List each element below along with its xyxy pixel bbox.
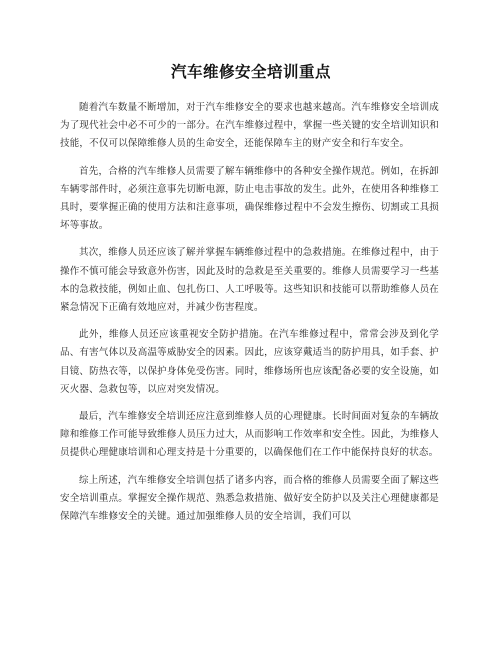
document-body bbox=[60, 99, 439, 535]
paragraph-protection: 此外，维修人员还应该重视安全防护措施。在汽车维修过程中，常常会涉及到化学品、有害气体以及高温等威胁安全的因素。因此，应该穿戴适当的防护用具，如手套、护目镜、防热衣等，以保护身体免受伤害。同时，维修场所也应该配备必要的安全设施，如灭火器、急救包等，以应对突发情况。 bbox=[60, 329, 439, 395]
document-title: 汽车维修安全培训重点 bbox=[170, 63, 331, 81]
paragraph-mental-health: 最后，汽车维修安全培训还应注意到维修人员的心理健康。长时间面对复杂的车辆故障和维修工作可能导致维修人员压力过大，从而影响工作效率和安全性。因此，为维修人员提供心理健康培训和心理支持是十分重要的，以确保他们在工作中能保持良好的状态。 bbox=[60, 411, 439, 459]
paragraph-first-aid: 其次，维修人员还应该了解并掌握车辆维修过程中的急救措施。在维修过程中，由于操作不慎可能会导致意外伤害，因此及时的急救是至关重要的。维修人员需要学习一些基本的急救技能，例如止血、包扎伤口、人工呼吸等。这些知识和技能可以帮助维修人员在紧急情况下正确有效地应对，并减少伤害程度。 bbox=[60, 247, 439, 314]
paragraph-safety-rules: 首先，合格的汽车维修人员需要了解车辆维修中的各种安全操作规范。例如，在拆卸车辆零部件时，必须注意事先切断电源，防止电击事故的发生。此外，在使用各种维修工具时，要掌握正确的使用方法和注意事项，确保维修过程中不会发生擦伤、切割或工具损坏等事故。 bbox=[60, 165, 439, 232]
paragraph-summary: 综上所述，汽车维修安全培训包括了诸多内容，而合格的维修人员需要全面了解这些安全培训重点。掌握安全操作规范、熟悉急救措施、做好安全防护以及关注心理健康都是保障汽车维修安全的关键。通过加强维修人员的安全培训，我们可以 bbox=[60, 474, 439, 523]
paragraph-intro: 随着汽车数量不断增加，对于汽车维修安全的要求也越来越高。汽车维修安全培训成为了现代社会中必不可少的一部分。在汽车维修过程中，掌握一些关键的安全培训知识和技能，不仅可以保障维修人员的生命安全，还能保障车主的财产安全和行车安全。 bbox=[60, 102, 439, 150]
